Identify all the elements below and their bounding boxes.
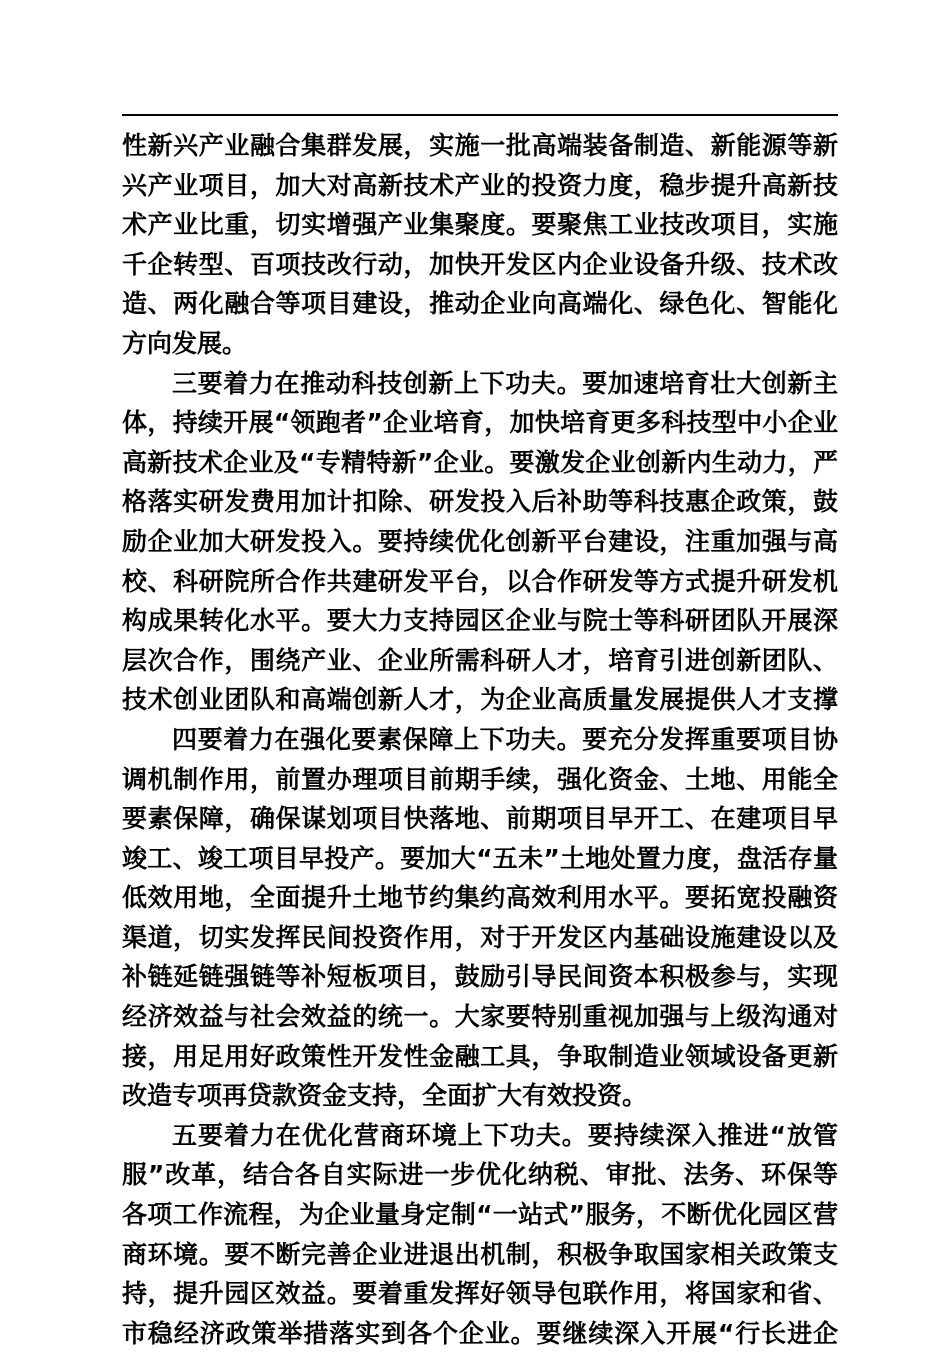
paragraph-start-line: 五要着力在优化营商环境上下功夫。要持续深入推进“放管 bbox=[172, 1120, 838, 1150]
text-line: 千企转型、百项技改行动，加快开发区内企业设备升级、技术改 bbox=[122, 249, 838, 279]
body-text bbox=[122, 126, 838, 1353]
text-line: 方向发展。 bbox=[122, 328, 248, 358]
text-line: 商环境。要不断完善企业进退出机制，积极争取国家相关政策支 bbox=[122, 1239, 838, 1269]
text-line: 持，提升园区效益。要着重发挥好领导包联作用，将国家和省、 bbox=[122, 1279, 838, 1309]
text-line: 各项工作流程，为企业量身定制“一站式”服务，不断优化园区营 bbox=[122, 1200, 838, 1230]
text-line: 格落实研发费用加计扣除、研发投入后补助等科技惠企政策，鼓 bbox=[122, 487, 838, 517]
text-line: 接，用足用好政策性开发性金融工具，争取制造业领域设备更新 bbox=[122, 1041, 838, 1071]
text-line: 构成果转化水平。要大力支持园区企业与院士等科研团队开展深 bbox=[122, 606, 838, 636]
text-line: 体，持续开展“领跑者”企业培育，加快培育更多科技型中小企业 bbox=[122, 408, 838, 438]
text-line: 改造专项再贷款资金支持，全面扩大有效投资。 bbox=[122, 1081, 648, 1111]
text-line: 兴产业项目，加大对高新技术产业的投资力度，稳步提升高新技 bbox=[122, 170, 838, 200]
text-line: 校、科研院所合作共建研发平台，以合作研发等方式提升研发机 bbox=[122, 566, 838, 596]
text-line: 渠道，切实发挥民间投资作用，对于开发区内基础设施建设以及 bbox=[122, 922, 838, 952]
header-rule bbox=[122, 114, 838, 116]
text-line: 励企业加大研发投入。要持续优化创新平台建设，注重加强与高 bbox=[122, 526, 838, 556]
text-line: 术产业比重，切实增强产业集聚度。要聚焦工业技改项目，实施 bbox=[122, 210, 838, 240]
text-line: 调机制作用，前置办理项目前期手续，强化资金、土地、用能全 bbox=[122, 764, 838, 794]
paragraph-start-line: 三要着力在推动科技创新上下功夫。要加速培育壮大创新主 bbox=[172, 368, 838, 398]
text-line: 高新技术企业及“专精特新”企业。要激发企业创新内生动力，严 bbox=[122, 447, 838, 477]
text-line: 层次合作，围绕产业、企业所需科研人才，培育引进创新团队、 bbox=[122, 645, 838, 675]
text-line: 服”改革，结合各自实际进一步优化纳税、审批、法务、环保等 bbox=[122, 1160, 838, 1190]
paragraph-start-line: 四要着力在强化要素保障上下功夫。要充分发挥重要项目协 bbox=[172, 724, 838, 754]
text-line: 补链延链强链等补短板项目，鼓励引导民间资本积极参与，实现 bbox=[122, 962, 838, 992]
text-line: 低效用地，全面提升土地节约集约高效利用水平。要拓宽投融资 bbox=[122, 883, 838, 913]
text-line: 经济效益与社会效益的统一。大家要特别重视加强与上级沟通对 bbox=[122, 1002, 838, 1032]
text-line: 竣工、竣工项目早投产。要加大“五未”土地处置力度，盘活存量 bbox=[122, 843, 838, 873]
text-line: 要素保障，确保谋划项目快落地、前期项目早开工、在建项目早 bbox=[122, 804, 838, 834]
text-line: 造、两化融合等项目建设，推动企业向高端化、绿色化、智能化 bbox=[122, 289, 838, 319]
text-line: 市稳经济政策举措落实到各个企业。要继续深入开展“行长进企 bbox=[122, 1318, 838, 1348]
text-line: 性新兴产业融合集群发展，实施一批高端装备制造、新能源等新 bbox=[122, 131, 838, 160]
text-line: 技术创业团队和高端创新人才，为企业高质量发展提供人才支撑 bbox=[122, 685, 838, 715]
